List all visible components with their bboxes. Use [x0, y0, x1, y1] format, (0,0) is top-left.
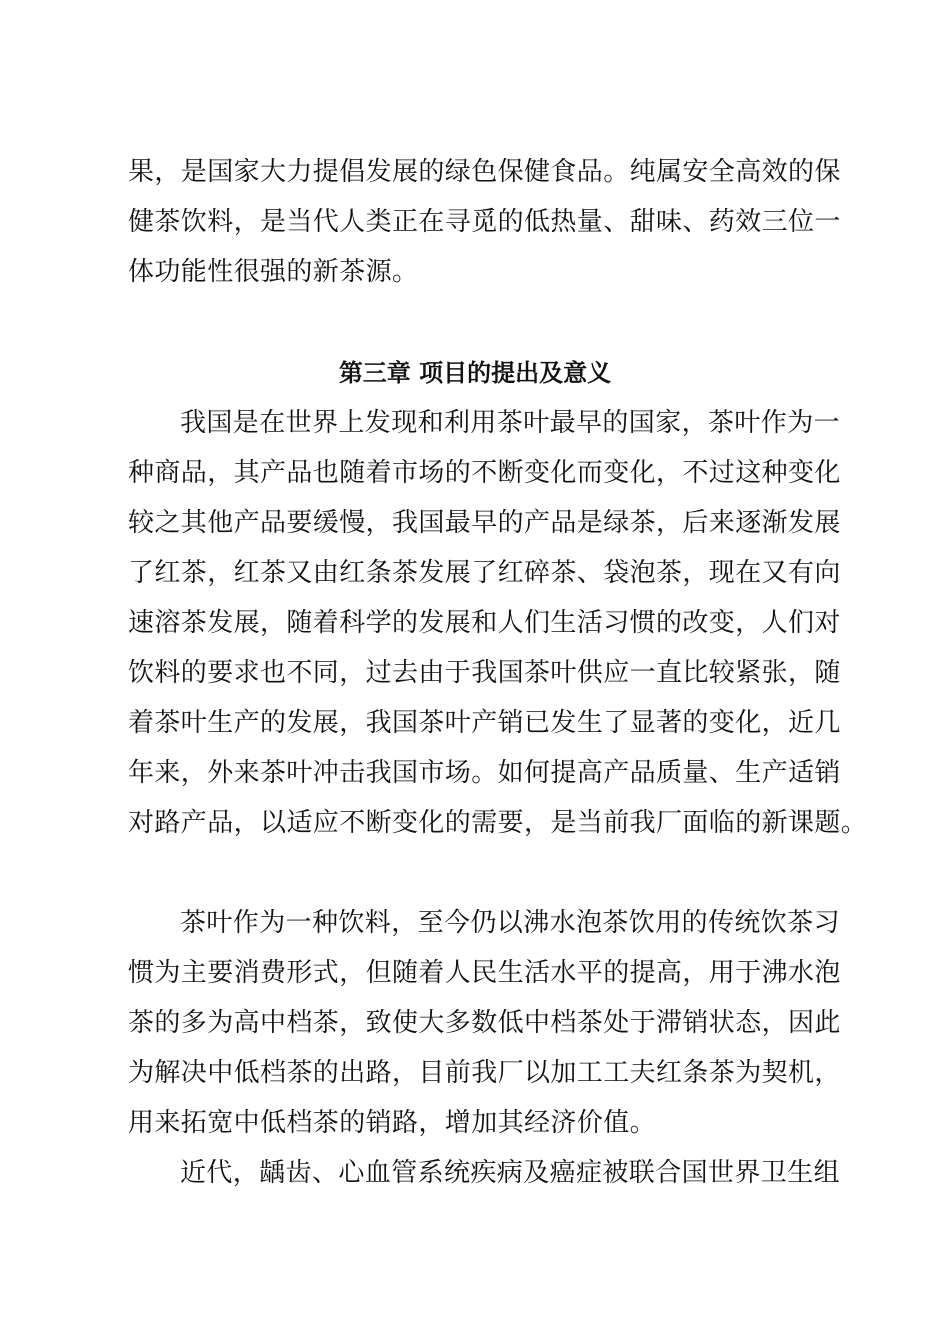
text-line: 近代，龋齿、心血管系统疾病及癌症被联合国世界卫生组 — [180, 1158, 841, 1188]
text-line: 饮料的要求也不同，过去由于我国茶叶供应一直比较紧张，随 — [128, 658, 841, 688]
text-line: 了红茶，红茶又由红条茶发展了红碎茶、袋泡茶，现在又有向 — [128, 558, 841, 588]
text-line: 茶的多为高中档茶，致使大多数低中档茶处于滞销状态，因此 — [128, 1008, 841, 1038]
text-line: 用来拓宽中低档茶的销路，增加其经济价值。 — [128, 1108, 657, 1138]
text-line: 体功能性很强的新茶源。 — [128, 257, 419, 287]
text-line: 我国是在世界上发现和利用茶叶最早的国家，茶叶作为一 — [180, 408, 841, 438]
text-line: 年来，外来茶叶冲击我国市场。如何提高产品质量、生产适销 — [128, 758, 841, 788]
text-line: 着茶叶生产的发展，我国茶叶产销已发生了显著的变化，近几 — [128, 708, 841, 738]
text-line: 较之其他产品要缓慢，我国最早的产品是绿茶，后来逐渐发展 — [128, 508, 841, 538]
text-line: 健茶饮料，是当代人类正在寻觅的低热量、甜味、药效三位一 — [128, 207, 841, 237]
text-line: 茶叶作为一种饮料，至今仍以沸水泡茶饮用的传统饮茶习 — [180, 908, 841, 938]
chapter-heading: 第三章 项目的提出及意义 — [338, 359, 612, 387]
text-line: 速溶茶发展，随着科学的发展和人们生活习惯的改变，人们对 — [128, 608, 841, 638]
text-line: 惯为主要消费形式，但随着人民生活水平的提高，用于沸水泡 — [128, 958, 841, 988]
text-line: 对路产品，以适应不断变化的需要，是当前我厂面临的新课题。 — [128, 808, 868, 838]
text-line: 为解决中低档茶的出路，目前我厂以加工工夫红条茶为契机， — [128, 1058, 841, 1088]
text-line: 果，是国家大力提倡发展的绿色保健食品。纯属安全高效的保 — [128, 157, 841, 187]
text-line: 种商品，其产品也随着市场的不断变化而变化，不过这种变化 — [128, 458, 841, 488]
